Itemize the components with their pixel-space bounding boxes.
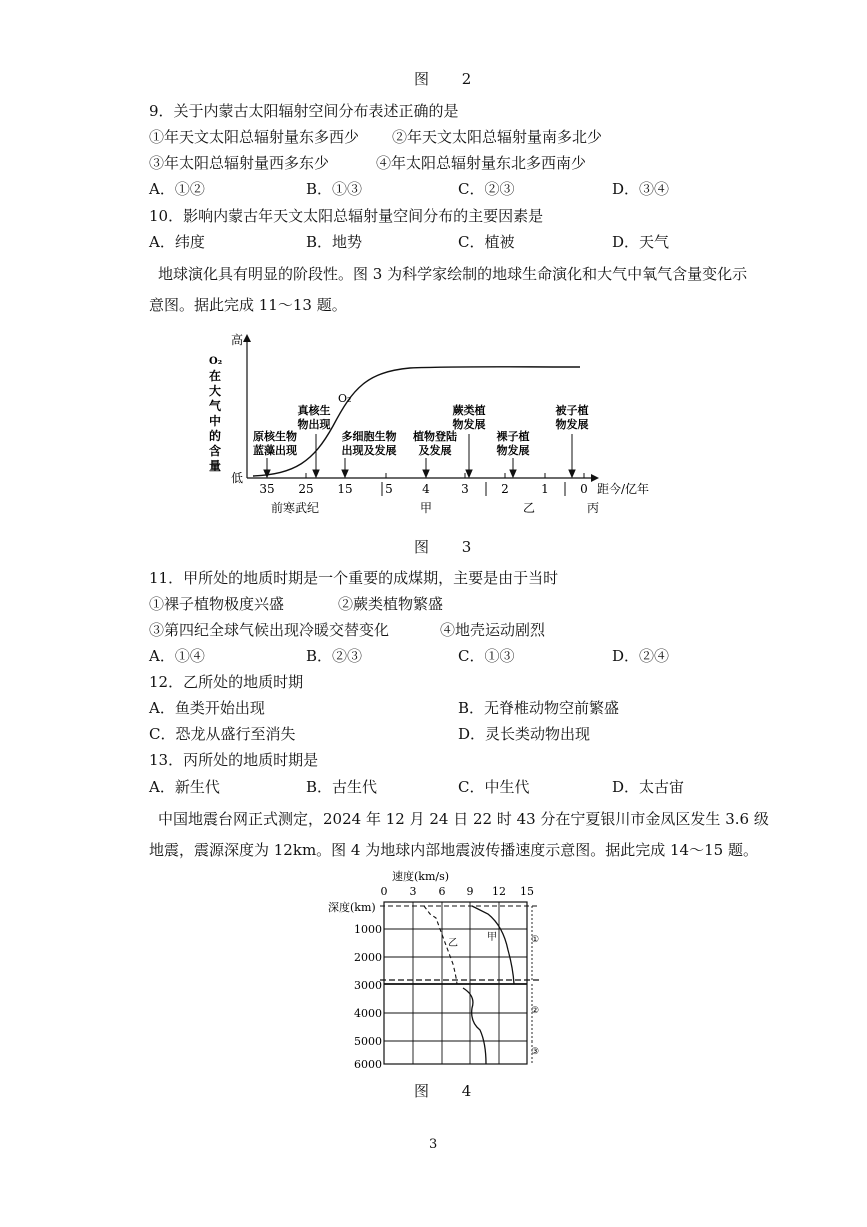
- depth-tick: 1000: [354, 923, 382, 936]
- layer-label: ②: [530, 1006, 540, 1016]
- era-label: 丙: [586, 501, 600, 515]
- y-label-char: 中: [209, 414, 222, 428]
- event-label: 及发展: [418, 444, 452, 457]
- speed-tick: 0: [380, 885, 388, 898]
- y-label-char: 含: [209, 444, 222, 458]
- q10-option-b[interactable]: B．地势: [306, 233, 363, 251]
- q10-option-a[interactable]: A．纬度: [149, 233, 205, 251]
- event-arrow-head: [423, 470, 429, 477]
- q12-stem: 12．乙所处的地质时期: [149, 673, 304, 691]
- q9-stem: 9．关于内蒙古太阳辐射空间分布表述正确的是: [149, 102, 459, 120]
- q12-option-d[interactable]: D．灵长类动物出现: [458, 725, 591, 743]
- q13-option-a[interactable]: A．新生代: [149, 778, 220, 796]
- x-tick-label: 1: [541, 482, 549, 496]
- event-arrow-head: [264, 470, 270, 477]
- q10-option-d[interactable]: D．天气: [612, 233, 670, 251]
- event-label: 真核生: [297, 404, 331, 417]
- wave-yi-label: 乙: [448, 938, 458, 949]
- speed-tick: 12: [492, 885, 506, 898]
- q9-option-c[interactable]: C．②③: [458, 180, 515, 198]
- event-label: 蓝藻出现: [253, 444, 297, 457]
- o2-label: O₂: [338, 392, 352, 405]
- event-label: 物发展: [555, 418, 589, 431]
- event-label: 物出现: [297, 418, 331, 431]
- figure-4-caption: 图 4: [414, 1082, 486, 1100]
- speed-tick: 15: [520, 885, 534, 898]
- depth-tick: 6000: [354, 1058, 382, 1071]
- q9-statement-1: ①年天文太阳总辐射量东多西少: [149, 128, 360, 146]
- intro-14-15-line2: 地震，震源深度为 12km。图 4 为地球内部地震波传播速度示意图。据此完成 14～15 题。: [149, 841, 758, 859]
- x-axis-arrow: [591, 474, 599, 482]
- figure-2-caption: 图 2: [414, 70, 486, 88]
- speed-tick: 6: [438, 885, 446, 898]
- y-label-char: 的: [209, 429, 222, 443]
- y-label-char: 气: [209, 399, 222, 413]
- q12-option-a[interactable]: A．鱼类开始出现: [149, 699, 265, 717]
- event-label: 植物登陆: [413, 430, 457, 443]
- q11-option-d[interactable]: D．②④: [612, 647, 670, 665]
- intro-14-15-line1: 中国地震台网正式测定，2024 年 12 月 24 日 22 时 43 分在宁夏银川市金凤区发生 3.6 级: [158, 810, 769, 828]
- x-tick-label: 25: [298, 482, 314, 496]
- q11-option-c[interactable]: C．①③: [458, 647, 515, 665]
- x-unit-label: 距今/亿年: [597, 482, 650, 496]
- y-label-char: 在: [209, 369, 222, 383]
- depth-tick: 5000: [354, 1035, 382, 1048]
- event-arrow-head: [342, 470, 348, 477]
- event-label: 出现及发展: [341, 444, 397, 457]
- x-tick-label: 4: [422, 482, 430, 496]
- event-arrow-head: [510, 470, 516, 477]
- layer-label: ③: [530, 1047, 540, 1057]
- speed-tick: 3: [409, 885, 417, 898]
- q9-statement-4: ④年太阳总辐射量东北多西南少: [376, 154, 587, 172]
- event-arrow-head: [569, 470, 575, 477]
- q11-option-b[interactable]: B．②③: [306, 647, 363, 665]
- depth-tick: 4000: [354, 1007, 382, 1020]
- event-label: 裸子植: [496, 430, 530, 443]
- q13-stem: 13．丙所处的地质时期是: [149, 751, 319, 769]
- era-label: 前寒武纪: [270, 501, 320, 515]
- q9-statement-2: ②年天文太阳总辐射量南多北少: [392, 128, 603, 146]
- q9-option-d[interactable]: D．③④: [612, 180, 670, 198]
- event-label: 被子植: [555, 404, 589, 417]
- grid-frame: [384, 902, 527, 1064]
- q11-statement-4: ④地壳运动剧烈: [440, 621, 546, 639]
- q9-option-a[interactable]: A．①②: [149, 180, 205, 198]
- intro-11-13-line2: 意图。据此完成 11～13 题。: [149, 296, 347, 314]
- era-label: 乙: [522, 501, 536, 515]
- wave-jia-curve-core: [463, 988, 486, 1064]
- q11-statement-1: ①裸子植物极度兴盛: [149, 595, 285, 613]
- q9-statement-3: ③年太阳总辐射量西多东少: [149, 154, 330, 172]
- x-tick-label: 15: [337, 482, 353, 496]
- wave-jia-label: 甲: [487, 932, 497, 943]
- y-axis-arrow: [243, 334, 251, 342]
- intro-11-13-line1: 地球演化具有明显的阶段性。图 3 为科学家绘制的地球生命演化和大气中氧气含量变化示: [158, 265, 748, 283]
- event-label: 物发展: [496, 444, 530, 457]
- x-tick-label: 35: [259, 482, 275, 496]
- figure-3-oxygen-chart: [195, 330, 675, 520]
- speed-tick: 9: [466, 885, 474, 898]
- event-label: 物发展: [452, 418, 486, 431]
- q11-stem: 11．甲所处的地质时期是一个重要的成煤期，主要是由于当时: [149, 569, 559, 587]
- event-arrow-head: [466, 470, 472, 477]
- q13-option-c[interactable]: C．中生代: [458, 778, 530, 796]
- speed-axis-label: 速度(km/s): [392, 870, 450, 883]
- figure-4-seismic-chart: [320, 868, 560, 1078]
- q10-option-c[interactable]: C．植被: [458, 233, 515, 251]
- q9-option-b[interactable]: B．①③: [306, 180, 363, 198]
- event-label: 多细胞生物: [341, 430, 397, 443]
- wave-jia-curve: [472, 906, 514, 984]
- x-tick-label: 2: [501, 482, 509, 496]
- page-number: 3: [429, 1137, 438, 1152]
- y-label-char: 大: [209, 384, 222, 398]
- depth-axis-label: 深度(km): [328, 901, 376, 914]
- q11-option-a[interactable]: A．①④: [149, 647, 205, 665]
- y-label-char: O₂: [209, 356, 223, 367]
- x-tick-label: 0: [580, 482, 588, 496]
- event-label: 蕨类植: [452, 404, 486, 417]
- x-tick-label: 3: [461, 482, 469, 496]
- q12-option-b[interactable]: B．无脊椎动物空前繁盛: [458, 699, 620, 717]
- layer-label: ①: [530, 935, 540, 945]
- event-arrow-head: [313, 470, 319, 477]
- q13-option-d[interactable]: D．太古宙: [612, 778, 685, 796]
- q11-statement-3: ③第四纪全球气候出现冷暖交替变化: [149, 621, 390, 639]
- y-high-label: 高: [231, 333, 244, 347]
- depth-tick: 3000: [354, 979, 382, 992]
- q13-option-b[interactable]: B．古生代: [306, 778, 378, 796]
- q12-option-c[interactable]: C．恐龙从盛行至消失: [149, 725, 296, 743]
- y-label-char: 量: [209, 459, 222, 473]
- event-label: 原核生物: [253, 430, 297, 443]
- x-tick-label: 5: [385, 482, 393, 496]
- era-label: 甲: [419, 501, 433, 515]
- depth-tick: 2000: [354, 951, 382, 964]
- q10-stem: 10．影响内蒙古年天文太阳总辐射量空间分布的主要因素是: [149, 207, 544, 225]
- y-low-label: 低: [231, 471, 244, 485]
- figure-3-caption: 图 3: [414, 538, 486, 556]
- q11-statement-2: ②蕨类植物繁盛: [338, 595, 444, 613]
